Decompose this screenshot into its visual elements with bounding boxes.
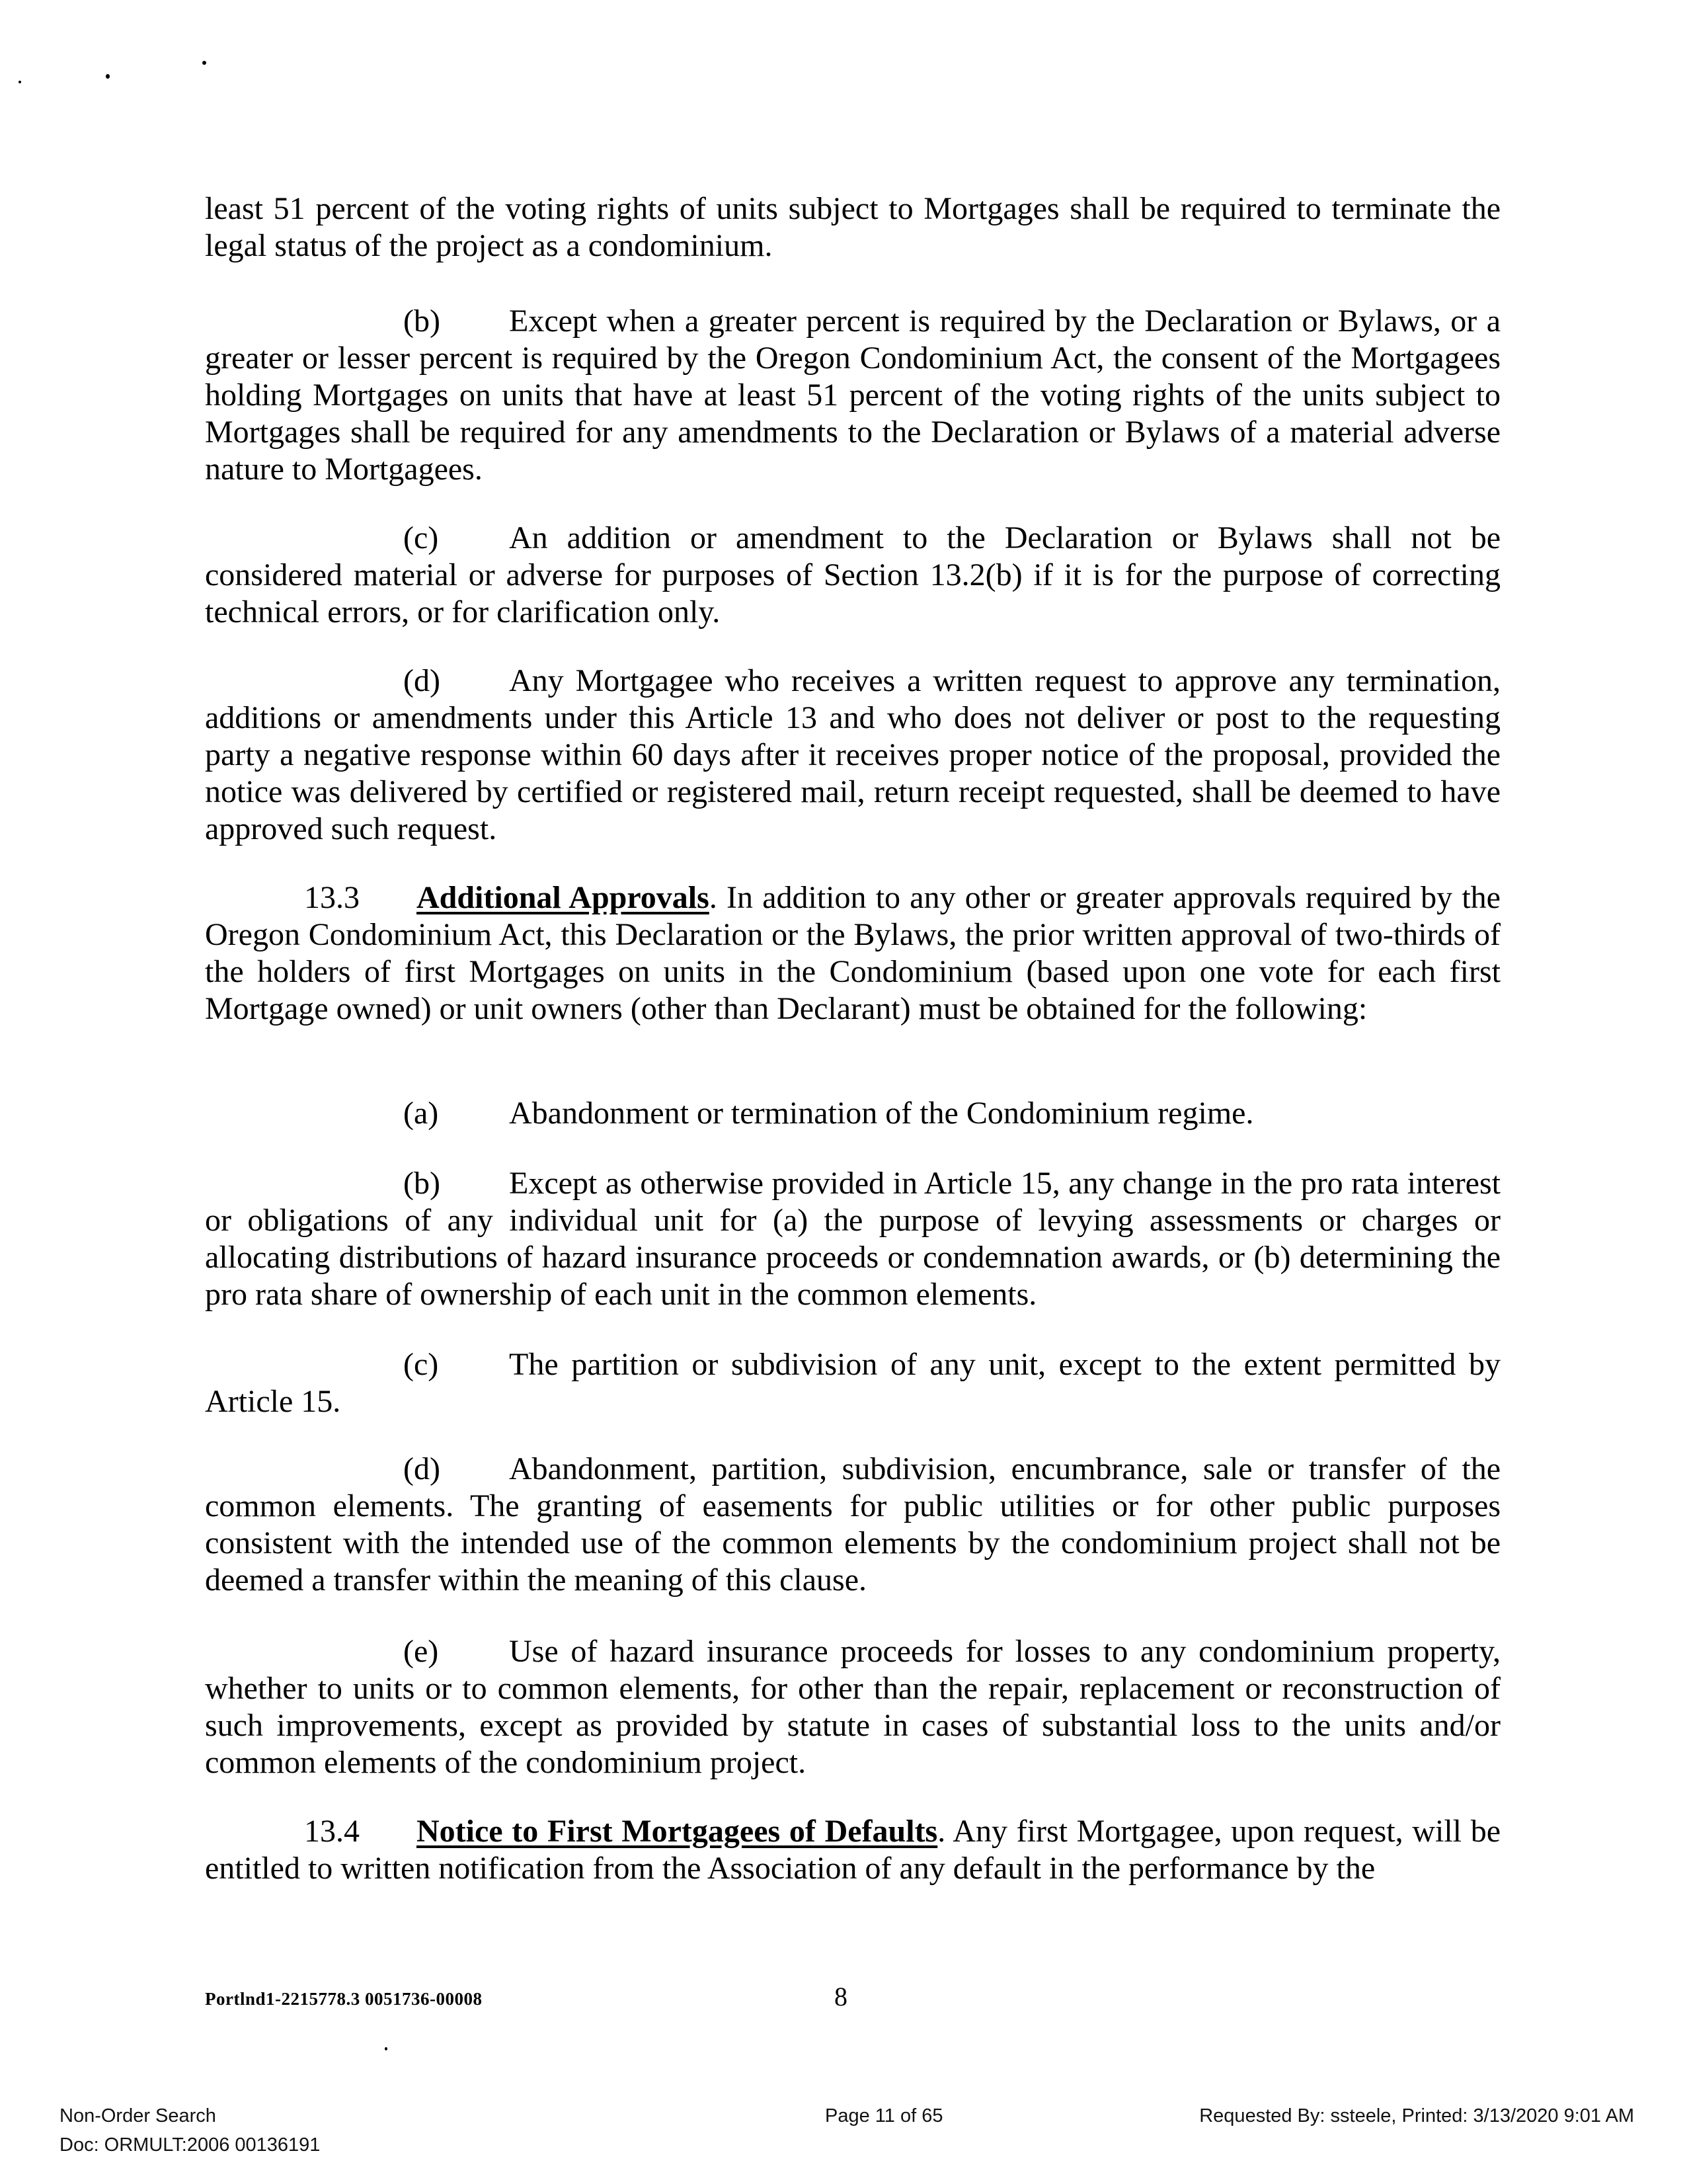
scan-speck [385,2047,387,2050]
document-reference: Portlnd1-2215778.3 0051736-00008 [205,1989,483,2009]
section-heading: Additional Approvals [416,880,709,915]
requested-by-label: Requested By: ssteele, Printed: 3/13/2020 9:01 AM [1199,2105,1634,2126]
item-label: (e) [403,1634,439,1669]
section-number: 13.4 [304,1814,360,1849]
section-text: . In addition to any other or greater approvals required by the Oregon Condominium Act, this Declaration or the Bylaws, the prior written approval of two-thirds of the holders of first Mortgages on units in the Condominium (based upon one vote for each first Mortgage owned) or unit owners (other than Declarant) must be obtained for the following: [205,880,1501,1026]
scan-speck [19,81,21,83]
item-text: Abandonment, partition, subdivision, encumbrance, sale or transfer of the common elements. The granting of easements for public utilities or for other public purposes consistent with the intended use of the common elements by the condominium project shall not be deemed a transfer within the meaning of this clause. [205,1451,1501,1598]
item-text: Except as otherwise provided in Article 15, any change in the pro rata interest or obligations of any individual unit for (a) the purpose of levying assessments or charges or allocating distributions of hazard insurance proceeds or condemnation awards, or (b) determining the pro rata share of ownership of each unit in the common elements. [205,1166,1501,1312]
intro-paragraph: least 51 percent of the voting rights of units subject to Mortgages shall be required to terminate the legal status of the project as a condominium. [205,191,1501,263]
item-continuation: Article 15. [205,1384,341,1419]
clause-text: Except when a greater percent is required by the Declaration or Bylaws, or a greater or lesser percent is required by the Oregon Condominium Act, the consent of the Mortgagees holding Mortgages on units that have at least 51 percent of the voting rights of the units subject to Mortgages shall be required for any amendments to the Declaration or Bylaws of a material adverse nature to Mortgagees. [205,303,1501,487]
clause-13-2-d [205,663,1501,848]
clause-13-2-c [205,520,1501,631]
page-of-label: Page 11 of 65 [825,2105,943,2126]
clause-text: Any Mortgagee who receives a written request to approve any termination, additions or amendments under this Article 13 and who does not deliver or post to the requesting party a negative response within 60 days after it receives proper notice of the proposal, provided the notice was delivered by certified or registered mail, return receipt requested, shall be deemed to have approved such request. [205,663,1501,846]
section-13-4 [205,1813,1501,1887]
item-text: Abandonment or termination of the Condominium regime. [509,1096,1254,1131]
item-13-3-c [205,1346,1501,1420]
clause-label: (d) [403,663,440,698]
clause-text: An addition or amendment to the Declaration or Bylaws shall not be considered material or adverse for purposes of Section 13.2(b) if it is for the purpose of correcting technical errors, or for clarification only. [205,520,1501,629]
section-number: 13.3 [304,880,360,915]
search-type-label: Non-Order Search [59,2105,216,2126]
section-heading: Notice to First Mortgagees of Defaults [416,1814,938,1849]
item-13-3-b [205,1165,1501,1313]
item-text: Use of hazard insurance proceeds for losses to any condominium property, whether to units or to common elements, for other than the repair, replacement or reconstruction of such improvements, except as provided by statute in cases of substantial loss to the units and/or common elements of the condominium project. [205,1634,1501,1780]
item-13-3-d [205,1451,1501,1599]
item-13-3-a [205,1095,1687,1132]
section-text: . Any first Mortgagee, upon request, will be entitled to written notification from the Association of any default in the performance by the [205,1814,1501,1886]
clause-13-2-b [205,303,1501,488]
scan-speck [202,61,206,65]
clause-label: (c) [403,520,439,555]
doc-id-label: Doc: ORMULT:2006 00136191 [59,2134,321,2156]
item-text: The partition or subdivision of any unit, except to the extent permitted by [509,1347,1501,1382]
item-label: (c) [403,1347,439,1382]
item-label: (a) [403,1096,439,1131]
section-13-3 [205,879,1501,1028]
item-label: (b) [403,1166,440,1201]
scan-speck [106,74,110,79]
item-label: (d) [403,1451,440,1486]
clause-label: (b) [403,303,440,339]
page-number: 8 [834,1982,847,2011]
item-13-3-e [205,1633,1501,1781]
